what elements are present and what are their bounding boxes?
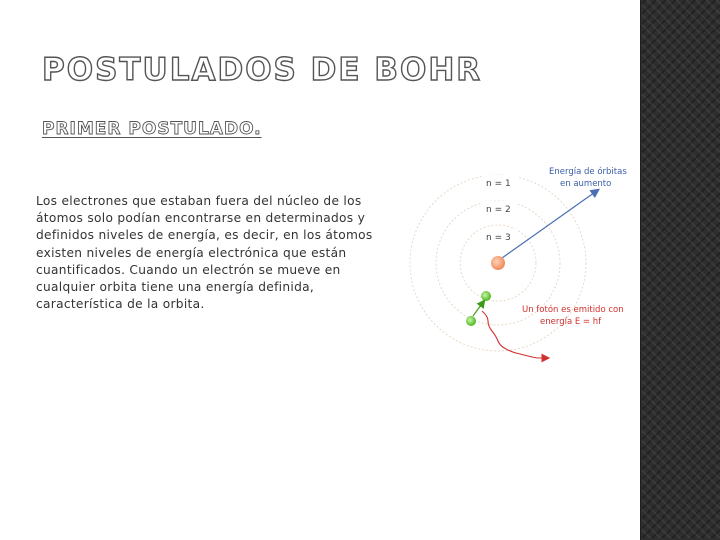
level-label-n3: n = 1: [486, 179, 511, 189]
slide-subtitle: PRIMER POSTULADO.: [42, 119, 262, 139]
energy-arrow: [502, 190, 598, 258]
level-label-n2: n = 2: [486, 205, 511, 215]
annotation-energy: Energía de órbitas en aumento: [549, 167, 627, 189]
transition-arrow: [473, 301, 484, 316]
slide-title: POSTULADOS DE BOHR: [42, 52, 483, 88]
decorative-sidebar: [640, 0, 720, 540]
nucleus: [491, 256, 505, 270]
electron-lower: [466, 316, 476, 326]
slide-body-text: Los electrones que estaban fuera del núcleo de los átomos solo podían encontrarse en determinados y definidos niveles de energía, es decir, en los átomos existen niveles de energía electrónica que están cuantificados. Cuando un electrón se mueve en cualquier orbita tiene una energía definida, característica de la orbita.: [36, 194, 373, 312]
annotation-photon: Un fotón es emitido con energía E = hf: [522, 305, 624, 327]
level-label-n1: n = 3: [486, 233, 511, 243]
electron-upper: [481, 291, 491, 301]
